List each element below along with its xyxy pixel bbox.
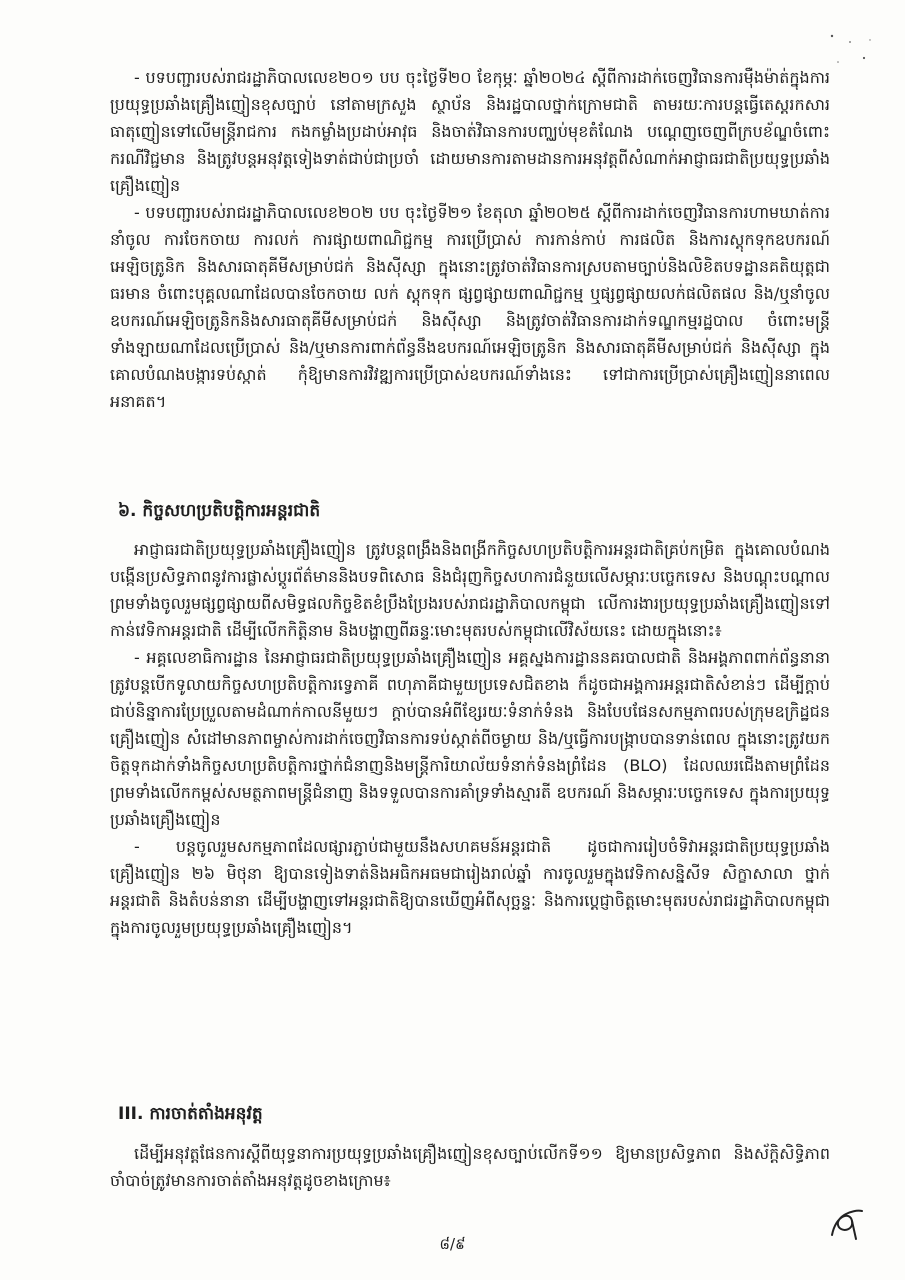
handwritten-initial <box>822 1205 870 1245</box>
section-heading-III: III. ការចាត់តាំងអនុវត្ត <box>118 1104 263 1124</box>
paragraph-decree-202: - បទបញ្ជារបស់រាជរដ្ឋាភិបាលលេខ២០២ បប ចុះថ្ងៃទី២១ ខែតុលា ឆ្នាំ២០២៥ ស្ដីពីការដាក់ចេញវិធានការហាមឃាត់ការនាំចូល ការចែកចាយ ការលក់ ការផ្សាយពាណិជ្ជកម្ម ការប្រើប្រាស់ ការកាន់កាប់ ការផលិត និងការស្ដុកទុកឧបករណ៍អេឡិចត្រូនិក និងសារធាតុគីមីសម្រាប់ជក់ និងស៊ីស្សា ក្នុងនោះត្រូវចាត់វិធានការស្របតាមច្បាប់និងលិខិតបទដ្ឋានគតិយុត្តជាធរមាន ចំពោះបុគ្គលណាដែលបានចែកចាយ លក់ ស្ដុកទុក ផ្សព្វផ្សាយពាណិជ្ជកម្ម ឬផ្សព្វផ្សាយលក់ផលិតផល និង/ឬនាំចូលឧបករណ៍អេឡិចត្រូនិកនិងសារធាតុគីមីសម្រាប់ជក់ និងស៊ីស្សា និងត្រូវចាត់វិធានការដាក់ទណ្ឌកម្មរដ្ឋបាល ចំពោះមន្ត្រីទាំងឡាយណាដែលប្រើប្រាស់ និង/ឬមានការពាក់ព័ន្ធនឹងឧបករណ៍អេឡិចត្រូនិក និងសារធាតុគីមីសម្រាប់ជក់ និងស៊ីស្សា ក្នុងគោលបំណងបង្ការទប់ស្កាត់ កុំឱ្យមានការវិវឌ្ឍការប្រើប្រាស់ឧបករណ៍ទាំងនេះ ទៅជាការប្រើប្រាស់គ្រឿងញៀននាពេលអនាគត។ <box>110 203 830 411</box>
top-paragraphs <box>110 64 830 415</box>
paragraph-international-community: - បន្ដចូលរួមសកម្មភាពដែលផ្សារភ្ជាប់ជាមួយនឹងសហគមន៍អន្តរជាតិ ដូចជាការរៀបចំទិវាអន្តរជាតិប្រយុទ្ធប្រឆាំងគ្រឿងញៀន ២៦ មិថុនា ឱ្យបានទៀងទាត់និងអធិកអធមជារៀងរាល់ឆ្នាំ ការចូលរួមក្នុងវេទិកាសន្និសីទ សិក្ខាសាលា ថ្នាក់អន្តរជាតិ និងតំបន់នានា ដើម្បីបង្ហាញទៅអន្តរជាតិឱ្យបានឃើញអំពីសុច្ឆន្ទៈ និងការប្ដេជ្ញាចិត្តមោះមុតរបស់រាជរដ្ឋាភិបាលកម្ពុជា ក្នុងការចូលរួមប្រយុទ្ធប្រឆាំងគ្រឿងញៀន។ <box>110 837 830 937</box>
paragraph-international-cooperation: អាជ្ញាធរជាតិប្រយុទ្ធប្រឆាំងគ្រឿងញៀន ត្រូវបន្ដពង្រឹងនិងពង្រីកកិច្ចសហប្រតិបត្តិការអន្តរជាតិគ្រប់កម្រិត ក្នុងគោលបំណងបង្កើនប្រសិទ្ធភាពនូវការផ្លាស់ប្ដូរព័ត៌មាននិងបទពិសោធ និងជំរុញកិច្ចសហការជំនួយលើសម្ភារៈបច្ចេកទេស និងបណ្ដុះបណ្ដាល ព្រមទាំងចូលរួមផ្សព្វផ្សាយពីសមិទ្ធផលកិច្ចខិតខំប្រឹងប្រែងរបស់រាជរដ្ឋាភិបាលកម្ពុជា លើការងារប្រយុទ្ធប្រឆាំងគ្រឿងញៀនទៅកាន់វេទិកាអន្តរជាតិ ដើម្បីលើកកិត្តិនាម និងបង្ហាញពីឆន្ទៈមោះមុតរបស់កម្ពុជាលើវិស័យនេះ ដោយក្នុងនោះ៖ <box>110 540 830 640</box>
middle-paragraphs <box>110 536 830 941</box>
paragraph-assignment: ដើម្បីអនុវត្តផែនការស្ដីពីយុទ្ធនាការប្រយុទ្ធប្រឆាំងគ្រឿងញៀនខុសច្បាប់លើកទី១១ ឱ្យមានប្រសិទ្ធភាព និងស័ក្ដិសិទ្ធិភាព ចាំបាច់ត្រូវមានការចាត់តាំងអនុវត្តដូចខាងក្រោម៖ <box>110 1144 830 1190</box>
paragraph-decree-201: - បទបញ្ជារបស់រាជរដ្ឋាភិបាលលេខ២០១ បប ចុះថ្ងៃទី២០ ខែកុម្ភៈ ឆ្នាំ២០២៤ ស្ដីពីការដាក់ចេញវិធានការម៉ឺងម៉ាត់ក្នុងការប្រយុទ្ធប្រឆាំងគ្រឿងញៀនខុសច្បាប់ នៅតាមក្រសួង ស្ថាប័ន និងរដ្ឋបាលថ្នាក់ក្រោមជាតិ តាមរយៈការបន្ដធ្វើតេស្ដរកសារធាតុញៀនទៅលើមន្ត្រីរាជការ កងកម្លាំងប្រដាប់អាវុធ និងចាត់វិធានការបញ្ឈប់មុខតំណែង បណ្ដេញចេញពីក្របខ័ណ្ឌចំពោះករណីវិជ្ជមាន និងត្រូវបន្ដអនុវត្តទៀងទាត់ជាប់ជាប្រចាំ ដោយមានការតាមដានការអនុវត្តពីសំណាក់អាជ្ញាធរជាតិប្រយុទ្ធប្រឆាំងគ្រឿងញៀន <box>110 68 830 195</box>
bottom-paragraph <box>110 1140 830 1194</box>
section-heading-6: ៦. កិច្ចសហប្រតិបត្តិការអន្តរជាតិ <box>118 501 321 521</box>
paragraph-secretariat: - អគ្គលេខាធិការដ្ឋាន នៃអាជ្ញាធរជាតិប្រយុទ្ធប្រឆាំងគ្រឿងញៀន អគ្គស្នងការដ្ឋាននគរបាលជាតិ និងអង្គភាពពាក់ព័ន្ធនានា ត្រូវបន្ដបើកទូលាយកិច្ចសហប្រតិបត្តិការទ្វេភាគី ពហុភាគីជាមួយប្រទេសជិតខាង ក៏ដូចជាអង្គការអន្តរជាតិសំខាន់ៗ ដើម្បីក្ដាប់ជាប់និន្នាការប្រែប្រួលតាមដំណាក់កាលនីមួយៗ ក្ដាប់បានអំពីខ្សែរយៈទំនាក់ទំនង និងបែបផែនសកម្មភាពរបស់ក្រុមឧក្រិដ្ឋជនគ្រឿងញៀន សំដៅមានភាពម្ចាស់ការដាក់ចេញវិធានការទប់ស្កាត់ពីចម្ងាយ និង/ឬធ្វើការបង្ក្រាបបានទាន់ពេល ក្នុងនោះត្រូវយកចិត្តទុកដាក់ទាំងកិច្ចសហប្រតិបត្តិការថ្នាក់ជំនាញនិងមន្ត្រីការិយាល័យទំនាក់ទំនងព្រំដែន (BLO) ដែលឈរជើងតាមព្រំដែន ព្រមទាំងលើកកម្ពស់សមត្ថភាពមន្ត្រីជំនាញ និងទទួលបានការគាំទ្រទាំងស្មារតី ឧបករណ៍ និងសម្ភារៈបច្ចេកទេស ក្នុងការប្រយុទ្ធប្រឆាំងគ្រឿងញៀន <box>110 648 830 829</box>
page-number: ៨/៩ <box>439 1235 466 1253</box>
